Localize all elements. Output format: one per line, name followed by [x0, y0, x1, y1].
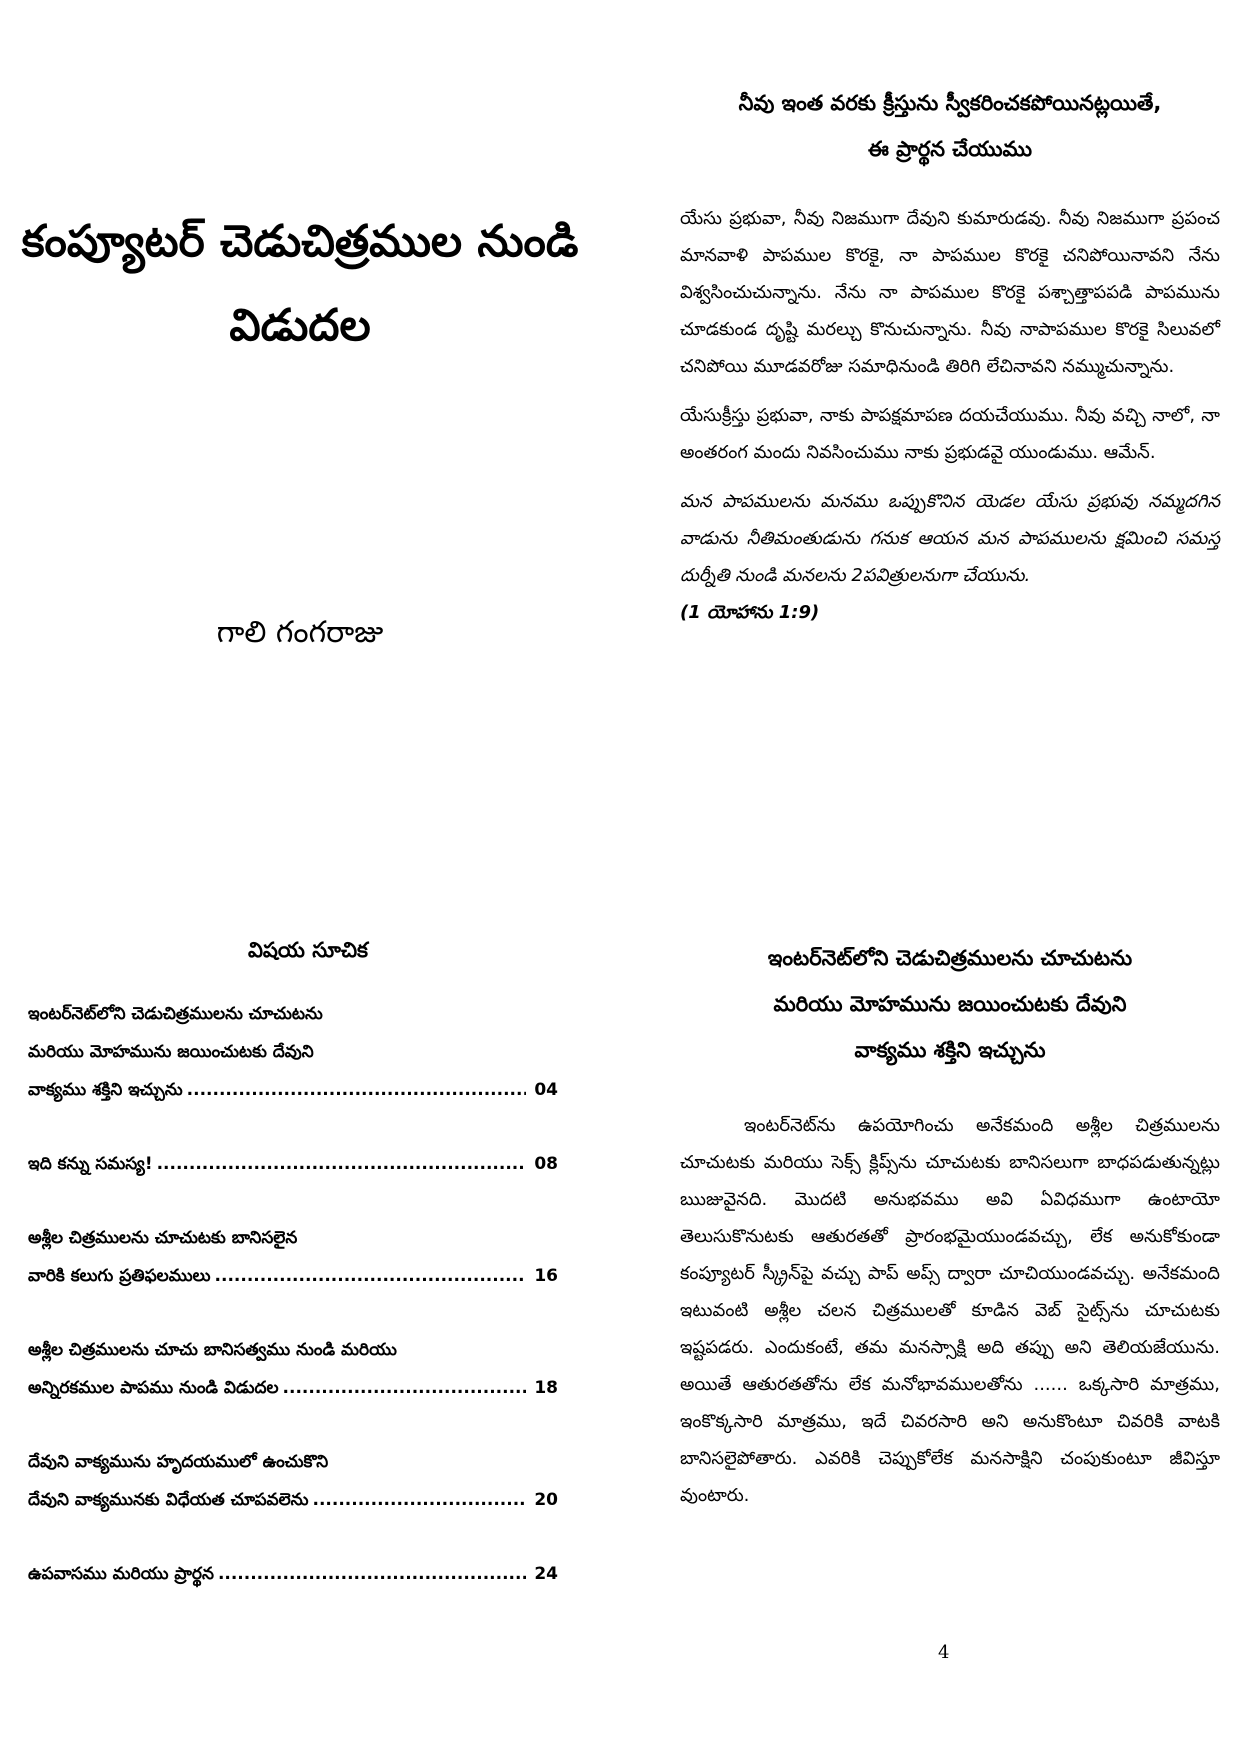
- book-title: [20, 200, 580, 368]
- toc-line: మరియు మోహమును జయించుటకు దేవుని: [28, 1042, 314, 1062]
- toc-entry[interactable]: [28, 1555, 588, 1593]
- toc-entry[interactable]: [28, 1331, 588, 1407]
- toc-entry[interactable]: [28, 1219, 588, 1295]
- toc-entry[interactable]: [28, 1145, 588, 1183]
- toc-line: ఇది కన్ను సమస్య! ..... 08: [28, 1145, 558, 1183]
- toc-line: అశ్లీల చిత్రములను చూచుటకు బానిసలైన: [28, 1228, 298, 1248]
- table-of-contents: [28, 935, 588, 1635]
- prayer-heading-line1: నీవు ఇంత వరకు క్రీస్తును స్వీకరించకపోయినట్లయితే,: [738, 91, 1162, 115]
- toc-leader-dots: [215, 1257, 526, 1295]
- toc-entry[interactable]: [28, 1443, 588, 1519]
- toc-page-number: 20: [534, 1490, 558, 1510]
- toc-leader-dots: [187, 1071, 526, 1109]
- toc-page-number: 18: [534, 1378, 558, 1398]
- toc-entry[interactable]: [28, 995, 588, 1109]
- toc-page-number: 08: [534, 1154, 558, 1174]
- book-title-line1: కంప్యూటర్ చెడుచిత్రముల నుండి: [21, 216, 579, 267]
- toc-leader-dots: [283, 1369, 526, 1407]
- author-name: గాలి గంగరాజు: [216, 615, 384, 650]
- book-title-line2: విడుదల: [229, 300, 371, 351]
- toc-page-number: 24: [534, 1564, 558, 1584]
- toc-line: ఉపవాసము మరియు ప్రార్థన ..... 24: [28, 1555, 558, 1593]
- toc-leader-dots: [157, 1145, 526, 1183]
- chapter-heading-line2: మరియు మోహమును జయించుటకు దేవుని: [773, 992, 1127, 1016]
- toc-line: వాక్యము శక్తిని ఇచ్చును ..... 04: [28, 1071, 558, 1109]
- toc-line: దేవుని వాక్యమును హృదయములో ఉంచుకొని: [28, 1452, 329, 1472]
- toc-line: అన్నిరకముల పాపము నుండి విడుదల ..... 18: [28, 1369, 558, 1407]
- prayer-heading-line2: ఈ ప్రార్థన చేయుము: [867, 137, 1033, 161]
- toc-heading: విషయ సూచిక: [247, 938, 369, 962]
- bible-verse: మన పాపములను మనము ఒప్పుకొనిన యెడల యేసు ప్రభువు నమ్మదగిన వాడును నీతిమంతుడును గనుక ఆయన మన పాపములను క్షమించి సమస్త దుర్నీతి నుండి మనలను 2పవిత్రులనుగా చేయును.: [680, 491, 1220, 586]
- chapter-section: [680, 935, 1220, 1635]
- toc-line: ఇంటర్‌నెట్‌లోని చెడుచిత్రములను చూచుటను: [28, 1004, 323, 1024]
- chapter-body: ఇంటర్‌నెట్‌ను ఉపయోగించు అనేకమంది అశ్లీల చిత్రములను చూచుటకు మరియు సెక్స్ క్లిప్స్‌ను చూచుటకు బానిసలుగా బాధపడుతున్నట్లు ఋజువైనది. మొదటి అనుభవము అవి ఏవిధముగా ఉంటాయో తెలుసుకొనుటకు ఆతురతతో ప్రారంభమైయుండవచ్చు, లేక అనుకోకుండా కంప్యూటర్ స్క్రీన్‌పై వచ్చు పాప్ అప్స్ ద్వారా చూచియుండవచ్చు. అనేకమంది ఇటువంటి అశ్లీల చలన చిత్రములతో కూడిన వెబ్ సైట్స్‌ను చూచుటకు ఇష్టపడరు. ఎందుకంటే, తమ మనస్సాక్షి అది తప్పు అని తెలియజేయును. అయితే ఆతురతతోను లేక మనోభావములతోను ...... ఒక్కసారి మాత్రము, ఇంకొక్కసారి మాత్రము, ఇదే చివరసారి అని అనుకొంటూ చివరికి వాటకి బానిసలైపోతారు. ఎవరికి చెప్పుకోలేక మనసాక్షిని చంపుకుంటూ జీవిస్తూ వుంటారు.: [680, 1115, 1220, 1506]
- prayer-section: [680, 80, 1220, 900]
- title-page: [20, 60, 580, 900]
- bible-verse-reference: (1 యోహాను 1:9): [680, 602, 820, 623]
- toc-leader-dots: [218, 1555, 526, 1593]
- page-number: 4: [938, 1642, 950, 1663]
- toc-page-number: 16: [534, 1266, 558, 1286]
- toc-line: అశ్లీల చిత్రములను చూచు బానిసత్వము నుండి మరియు: [28, 1340, 397, 1360]
- toc-line: వారికి కలుగు ప్రతిఫలములు ..... 16: [28, 1257, 558, 1295]
- toc-page-number: 04: [534, 1080, 558, 1100]
- toc-leader-dots: [313, 1481, 527, 1519]
- toc-line: దేవుని వాక్యమునకు విధేయత చూపవలెను ..... 20: [28, 1481, 558, 1519]
- prayer-paragraph-2: యేసుక్రీస్తు ప్రభువా, నాకు పాపక్షమాపణ దయచేయుము. నీవు వచ్చి నాలో, నా అంతరంగ మందు నివసించుము నాకు ప్రభుడవై యుండుము. ఆమేన్.: [680, 405, 1220, 463]
- prayer-paragraph-1: యేసు ప్రభువా, నీవు నిజముగా దేవుని కుమారుడవు. నీవు నిజముగా ప్రపంచ మానవాళి పాపముల కొరకై, నా పాపముల కొరకై చనిపోయినావని నేను విశ్వసించుచున్నాను. నేను నా పాపముల కొరకై పశ్చాత్తాపపడి పాపమును చూడకుండ దృష్టి మరల్చు కొనుచున్నాను. నీవు నాపాపముల కొరకై సిలువలో చనిపోయి మూడవరోజు సమాధినుండి తిరిగి లేచినావని నమ్ముచున్నాను.: [680, 208, 1220, 377]
- chapter-heading-line3: వాక్యము శక్తిని ఇచ్చును: [854, 1038, 1046, 1062]
- chapter-heading-line1: ఇంటర్‌నెట్‌లోని చెడుచిత్రములను చూచుటను: [767, 946, 1133, 970]
